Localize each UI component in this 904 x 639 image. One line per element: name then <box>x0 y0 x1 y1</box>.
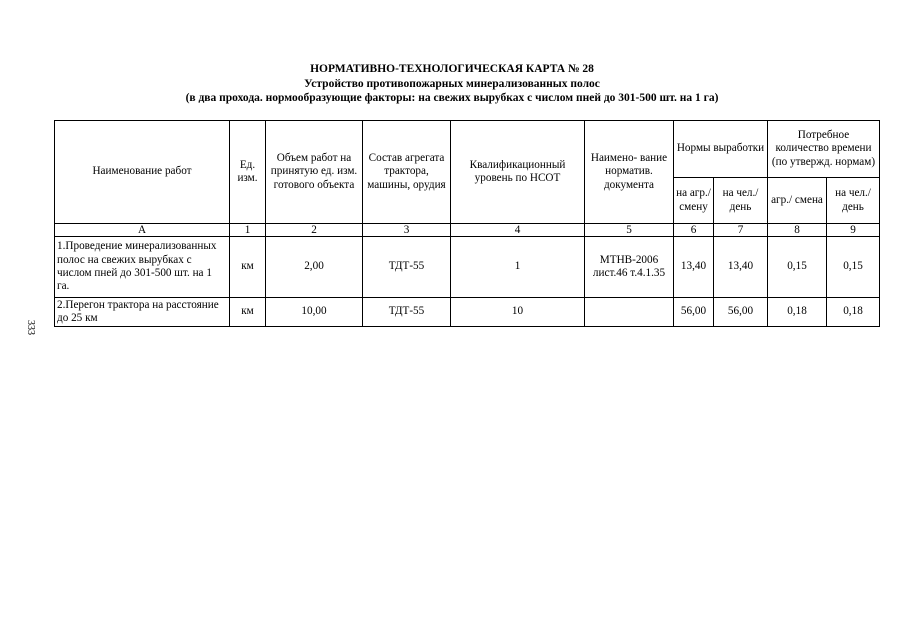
cell-document: МТНВ-2006 лист.46 т.4.1.35 <box>585 237 674 298</box>
table-row <box>55 298 880 327</box>
column-number: 7 <box>714 224 768 237</box>
col-header-time-agr: агр./ смена <box>768 178 827 224</box>
column-number: А <box>55 224 230 237</box>
document-conditions: (в два прохода. нормообразующие факторы: на свежих вырубках с числом пней до 301-500 шт. на 1 га) <box>185 92 719 104</box>
column-number: 5 <box>585 224 674 237</box>
col-header-unit: Ед. изм. <box>230 121 266 224</box>
column-number: 6 <box>674 224 714 237</box>
column-number: 4 <box>451 224 585 237</box>
column-number: 9 <box>827 224 880 237</box>
col-header-time-group: Потребное количество времени (по утвержд. нормам) <box>768 121 880 178</box>
col-header-norms-man: на чел./ день <box>714 178 768 224</box>
cell-composition: ТДТ-55 <box>363 237 451 298</box>
cell-document <box>585 298 674 327</box>
table-row <box>55 237 880 298</box>
cell-time-man: 0,15 <box>827 237 880 298</box>
document-title: НОРМАТИВНО-ТЕХНОЛОГИЧЕСКАЯ КАРТА № 28 <box>310 63 594 75</box>
numbering-row <box>55 224 880 237</box>
cell-qualification: 1 <box>451 237 585 298</box>
column-number: 2 <box>266 224 363 237</box>
col-header-volume: Объем работ на принятую ед. изм. готового объекта <box>266 121 363 224</box>
cell-norm-man: 56,00 <box>714 298 768 327</box>
col-header-norms-group: Нормы выработки <box>674 121 768 178</box>
cell-norm-agr: 56,00 <box>674 298 714 327</box>
cell-time-agr: 0,18 <box>768 298 827 327</box>
cell-norm-agr: 13,40 <box>674 237 714 298</box>
column-number: 3 <box>363 224 451 237</box>
header <box>0 62 904 106</box>
cell-work-name: 1.Проведение минерализованных полос на свежих вырубках с числом пней до 301-500 шт. на 1 га. <box>55 237 230 298</box>
cell-volume: 10,00 <box>266 298 363 327</box>
cell-unit: км <box>230 237 266 298</box>
page-number: 333 <box>25 320 36 335</box>
col-header-norms-agr: на агр./ смену <box>674 178 714 224</box>
col-header-qualification: Квалификационный уровень по НСОТ <box>451 121 585 224</box>
norms-table <box>54 120 880 327</box>
column-number: 1 <box>230 224 266 237</box>
col-header-name: Наименование работ <box>55 121 230 224</box>
col-header-composition: Состав агрегата трактора, машины, орудия <box>363 121 451 224</box>
cell-time-man: 0,18 <box>827 298 880 327</box>
cell-work-name: 2.Перегон трактора на расстояние до 25 км <box>55 298 230 327</box>
cell-norm-man: 13,40 <box>714 237 768 298</box>
header-row <box>55 121 880 178</box>
cell-composition: ТДТ-55 <box>363 298 451 327</box>
cell-qualification: 10 <box>451 298 585 327</box>
cell-volume: 2,00 <box>266 237 363 298</box>
col-header-document: Наимено- вание норматив. документа <box>585 121 674 224</box>
cell-time-agr: 0,15 <box>768 237 827 298</box>
cell-unit: км <box>230 298 266 327</box>
document-subtitle: Устройство противопожарных минерализованных полос <box>304 77 600 90</box>
col-header-time-man: на чел./ день <box>827 178 880 224</box>
column-number: 8 <box>768 224 827 237</box>
